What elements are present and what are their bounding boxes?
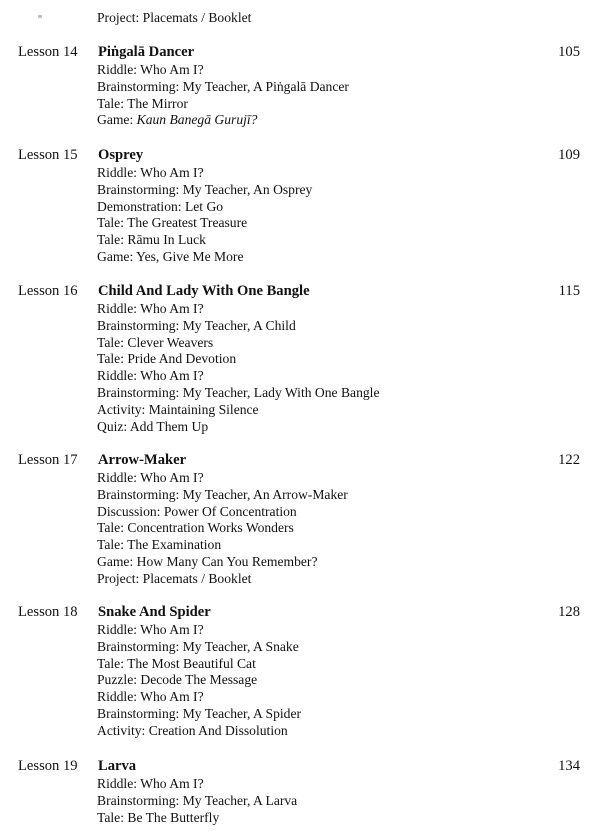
lesson-number: Lesson 18 [18, 604, 78, 620]
lesson-number: Lesson 14 [18, 44, 78, 60]
lesson-heading [0, 146, 600, 165]
list-item: Brainstorming: My Teacher, A Spider [97, 705, 302, 721]
list-item: Project: Placemats / Booklet [97, 570, 252, 586]
lesson-entry [0, 451, 600, 588]
list-item: Brainstorming: My Teacher, An Osprey [97, 181, 313, 197]
list-item: Riddle: Who Am I? [97, 776, 204, 791]
lesson-heading [0, 43, 600, 62]
lesson-entry [0, 146, 600, 266]
list-item: Riddle: Who Am I? [97, 368, 204, 384]
list-item: Brainstorming: My Teacher, A Snake [97, 638, 299, 654]
continued-item: Project: Placemats / Booklet [97, 10, 252, 25]
lesson-heading [0, 451, 600, 470]
activity-list [97, 776, 600, 826]
activity-list [97, 165, 600, 266]
list-item: Activity: Maintaining Silence [97, 401, 259, 417]
activity-list [97, 301, 600, 435]
list-item: Game: How Many Can You Remember? [97, 553, 318, 569]
lesson-title: Osprey [98, 147, 144, 163]
list-item: Tale: Concentration Works Wonders [97, 520, 294, 536]
page-number: 109 [558, 147, 580, 163]
lesson-title: Snake And Spider [98, 604, 211, 620]
activity-list [97, 470, 600, 588]
lesson-heading [0, 603, 600, 622]
list-item: Game: Yes, Give Me More [97, 248, 244, 264]
lesson-number: Lesson 16 [18, 283, 78, 299]
lesson-heading [0, 282, 600, 301]
list-item: Riddle: Who Am I? [97, 689, 204, 705]
list-item: Game: Kaun Banegā Gurujī? [97, 112, 258, 128]
scan-mark [38, 15, 42, 18]
list-item: Tale: The Mirror [97, 95, 188, 111]
lesson-title: Piṅgalā Dancer [98, 44, 195, 60]
list-item: Brainstorming: My Teacher, Lady With One Bangle [97, 384, 380, 400]
list-item: Riddle: Who Am I? [97, 165, 204, 180]
page-number: 134 [558, 758, 580, 774]
page-number: 115 [558, 283, 580, 299]
list-item: Demonstration: Let Go [97, 198, 224, 214]
list-item: Quiz: Add Them Up [97, 418, 209, 434]
lesson-number: Lesson 19 [18, 758, 78, 774]
lesson-title: Child And Lady With One Bangle [98, 283, 310, 299]
list-item: Riddle: Who Am I? [97, 470, 204, 485]
list-item: Tale: Rāmu In Luck [97, 232, 206, 248]
lesson-entry [0, 603, 600, 740]
page-number: 105 [558, 44, 580, 60]
list-item: Tale: Be The Butterfly [97, 809, 220, 825]
activity-list [97, 62, 600, 129]
list-item: Riddle: Who Am I? [97, 301, 204, 316]
page-number: 128 [558, 604, 580, 620]
list-item: Puzzle: Decode The Message [97, 672, 258, 688]
list-item: Brainstorming: My Teacher, A Piṅgalā Dancer [97, 78, 349, 94]
list-item: Tale: The Most Beautiful Cat [97, 655, 256, 671]
lesson-entry [0, 757, 600, 826]
list-item: Brainstorming: My Teacher, An Arrow-Maker [97, 486, 348, 502]
lesson-number: Lesson 17 [18, 452, 78, 468]
page-number: 122 [558, 452, 580, 468]
lesson-entry [0, 282, 600, 435]
list-item: Discussion: Power Of Concentration [97, 503, 297, 519]
list-item: Brainstorming: My Teacher, A Child [97, 317, 296, 333]
list-item: Brainstorming: My Teacher, A Larva [97, 792, 298, 808]
list-item: Tale: Clever Weavers [97, 334, 214, 350]
activity-list [97, 622, 600, 740]
list-item: Activity: Creation And Dissolution [97, 722, 288, 738]
lesson-heading [0, 757, 600, 776]
list-item: Riddle: Who Am I? [97, 622, 204, 637]
list-item: Tale: Pride And Devotion [97, 351, 237, 367]
lesson-number: Lesson 15 [18, 147, 78, 163]
list-item: Riddle: Who Am I? [97, 62, 204, 77]
list-item: Tale: The Examination [97, 537, 222, 553]
lesson-title: Arrow-Maker [98, 452, 187, 468]
lesson-title: Larva [98, 758, 137, 774]
list-item: Tale: The Greatest Treasure [97, 215, 248, 231]
lesson-entry [0, 43, 600, 129]
